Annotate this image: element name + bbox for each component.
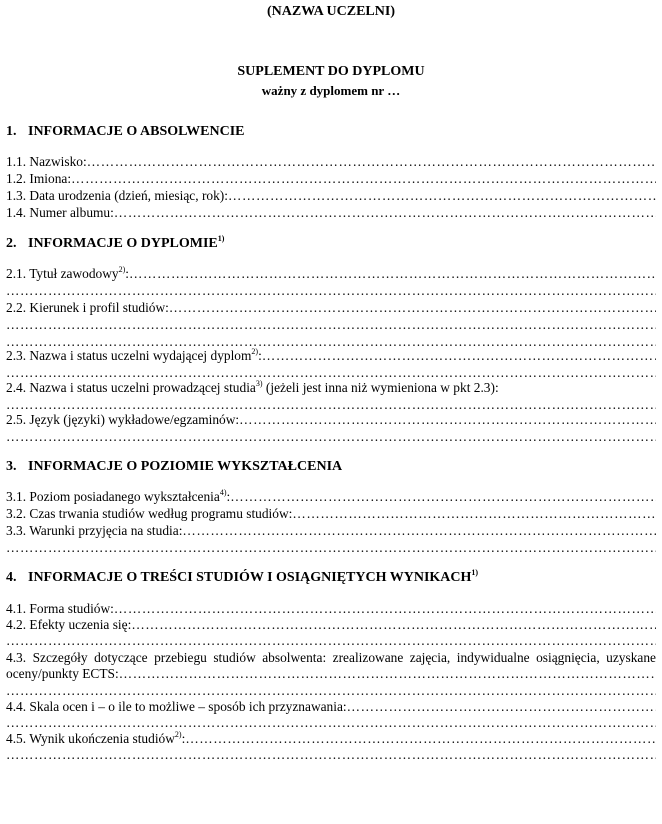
field-poziom <box>6 489 656 506</box>
field-numer-albumu <box>6 205 656 222</box>
fill-line-row <box>6 540 656 557</box>
footnote-ref: 2) <box>118 266 126 274</box>
field-kierunek <box>6 300 656 317</box>
fill-line-row <box>6 747 656 764</box>
fill-line <box>129 266 656 283</box>
field-czas-trwania <box>6 506 656 523</box>
field-tytul-zawodowy <box>6 266 656 283</box>
field-skala-ocen <box>6 699 656 716</box>
fill-line <box>119 666 656 683</box>
fill-line-row <box>6 429 656 446</box>
section-4-heading <box>6 570 478 586</box>
field-szczegoly-label: 4.3. Szczegóły dotyczące przebiegu studiów absolwenta: zrealizowane zajęcia, indywidualne osiągnięcia, uzyskane <box>6 650 656 665</box>
fill-line <box>114 601 656 618</box>
section-number: 1. <box>6 124 17 139</box>
fill-line <box>228 188 656 205</box>
field-szczegoly <box>6 666 656 683</box>
fill-line <box>185 731 656 748</box>
fill-line <box>6 540 656 557</box>
field-efekty <box>6 617 656 634</box>
fill-line <box>71 171 656 188</box>
field-warunki <box>6 523 656 540</box>
field-label: 2.3. Nazwa i status uczelni wydającej dyplom$^{2)}$: <box>6 348 262 363</box>
document-title: SUPLEMENT DO DYPLOMU <box>237 64 425 79</box>
fill-line <box>292 506 656 523</box>
section-2-heading <box>6 236 224 252</box>
field-label: oceny/punkty ECTS: <box>6 666 119 681</box>
fill-line <box>182 523 656 540</box>
field-label: 4.5. Wynik ukończenia studiów$^{2)}$: <box>6 731 186 746</box>
section-title: INFORMACJE O ABSOLWENCIE <box>28 124 245 139</box>
footnote-ref: 3) <box>255 380 263 388</box>
field-label: 2.5. Język (języki) wykładowe/egzaminów: <box>6 412 240 427</box>
fill-line-row <box>6 715 656 732</box>
fill-line <box>6 633 656 650</box>
university-name: (NAZWA UCZELNI) <box>267 4 395 19</box>
fill-line <box>262 348 656 365</box>
field-label: 2.1. Tytuł zawodowy$^{2)}$: <box>6 266 130 281</box>
field-jezyk <box>6 412 656 429</box>
field-label: 1.4. Numer albumu: <box>6 205 114 220</box>
section-title: INFORMACJE O POZIOMIE WYKSZTAŁCENIA <box>28 459 343 474</box>
field-data-urodzenia <box>6 188 656 205</box>
section-number: 4. <box>6 570 17 585</box>
section-1-heading <box>6 124 245 140</box>
fill-line <box>6 747 656 764</box>
footnote-ref: 1) <box>471 568 479 577</box>
field-label: 3.3. Warunki przyjęcia na studia: <box>6 523 183 538</box>
field-nazwisko <box>6 154 656 171</box>
fill-line <box>239 412 656 429</box>
fill-line-row <box>6 633 656 650</box>
section-3-heading <box>6 459 342 475</box>
field-label: 3.2. Czas trwania studiów według programu studiów: <box>6 506 293 521</box>
field-label: 2.4. Nazwa i status uczelni prowadzącej studia$^{3)}$ (jeżeli jest inna niż wymieniona w pkt 2.3): <box>6 380 499 395</box>
fill-line-row <box>6 317 656 334</box>
section-number: 2. <box>6 236 17 251</box>
field-label: 1.1. Nazwisko: <box>6 154 87 169</box>
fill-line <box>6 283 656 300</box>
fill-line-row <box>6 283 656 300</box>
section-title: INFORMACJE O DYPLOMIE <box>28 236 218 251</box>
fill-line <box>169 300 656 317</box>
document-subtitle: ważny z dyplomem nr … <box>261 83 401 98</box>
field-imiona <box>6 171 656 188</box>
field-uczelnia-prowadzaca <box>6 380 656 397</box>
fill-line <box>114 205 656 222</box>
fill-line <box>6 317 656 334</box>
field-label: 1.2. Imiona: <box>6 171 72 186</box>
fill-line <box>87 154 656 171</box>
field-label: 4.2. Efekty uczenia się: <box>6 617 132 632</box>
section-number: 3. <box>6 459 17 474</box>
fill-line <box>347 699 656 716</box>
field-label: 1.3. Data urodzenia (dzień, miesiąc, rok): <box>6 188 228 203</box>
field-wynik <box>6 731 656 748</box>
field-label: 4.4. Skala ocen i – o ile to możliwe – sposób ich przyznawania: <box>6 699 347 714</box>
field-uczelnia-wydajaca <box>6 348 656 365</box>
fill-line <box>230 489 656 506</box>
fill-line-row <box>6 683 656 700</box>
section-title: INFORMACJE O TREŚCI STUDIÓW I OSIĄGNIĘTYCH WYNIKACH <box>28 570 472 585</box>
footnote-ref: 1) <box>217 234 225 243</box>
field-forma-studiow <box>6 601 656 618</box>
fill-line <box>131 617 656 634</box>
fill-line <box>6 429 656 446</box>
footnote-ref: 2) <box>251 348 259 356</box>
footnote-ref: 4) <box>219 489 227 497</box>
fill-line <box>6 683 656 700</box>
field-label: 4.1. Forma studiów: <box>6 601 114 616</box>
footnote-ref: 2) <box>174 731 182 739</box>
field-label: 2.2. Kierunek i profil studiów: <box>6 300 169 315</box>
fill-line <box>6 715 656 732</box>
field-label: 3.1. Poziom posiadanego wykształcenia$^{4)}$: <box>6 489 231 504</box>
